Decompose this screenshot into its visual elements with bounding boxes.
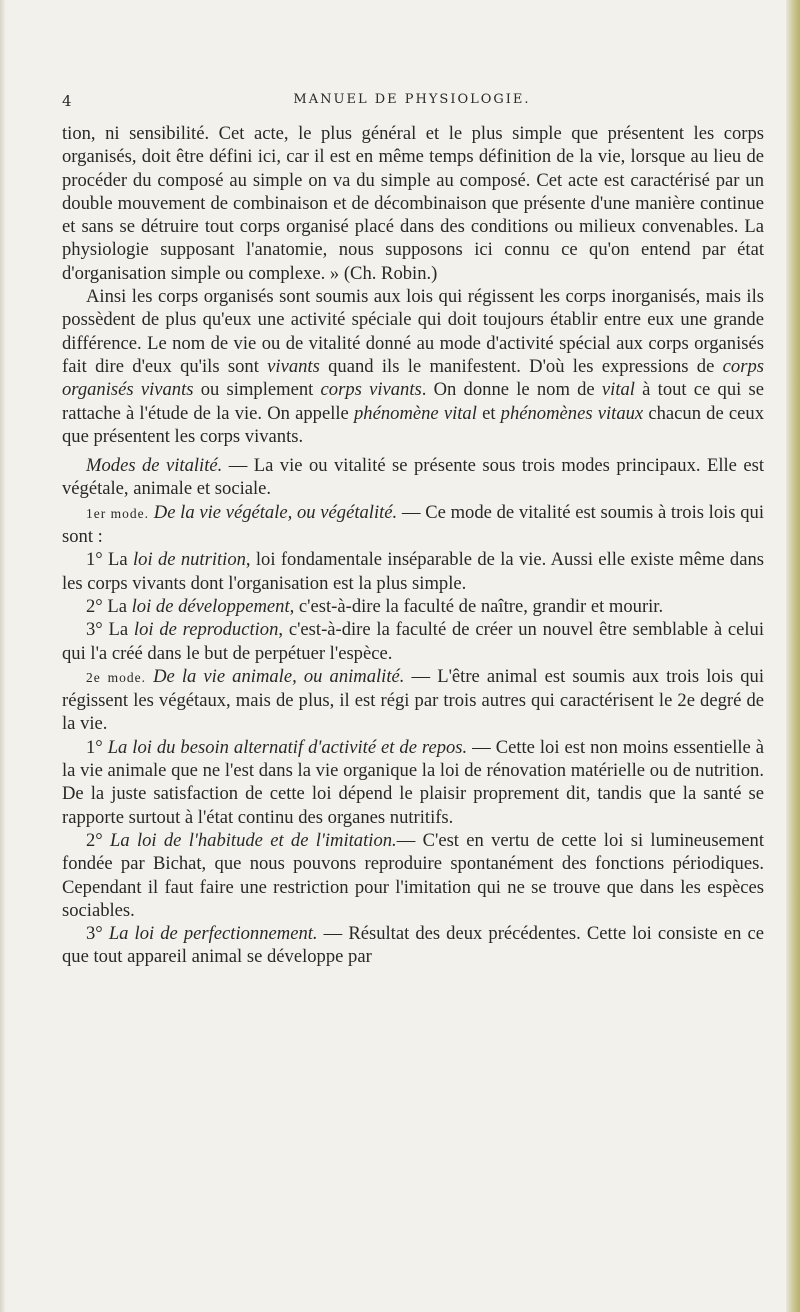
mode-label: 2e mode. (86, 669, 146, 685)
law-number: 3° (86, 923, 109, 945)
text-run: , c'est-à-dire la faculté de naître, grandir et mourir. (289, 595, 664, 617)
italic-term: corps organisés vivants (62, 355, 764, 401)
mode-label: 1er mode. (86, 505, 150, 521)
law-title: La loi de perfectionnement. (108, 923, 318, 945)
law-number: 2° La (86, 595, 132, 617)
text-run: quand ils le manifestent. D'où les expressions de (319, 355, 723, 377)
mode-1-heading (62, 501, 764, 549)
text-run: à tout ce qui se rattache à l'étude de la vie. On appelle (62, 379, 764, 424)
law-title: loi de développement (131, 595, 290, 617)
page-left-shadow (0, 0, 6, 1312)
page-header (62, 92, 762, 112)
law-number: 2° (86, 829, 111, 851)
page-right-edge (786, 0, 800, 1312)
paragraph-vivants (62, 285, 764, 448)
section-modes-de-vitalite (62, 454, 764, 501)
running-head: MANUEL DE PHYSIOLOGIE. (293, 92, 531, 107)
law-perfectionnement (62, 922, 764, 969)
text-run: , loi fondamentale inséparable de la vie. Aussi elle existe même dans les corps vivants dont l'organisation est la plus simple. (62, 549, 765, 594)
law-title: La loi du besoin alternatif d'activité et de repos. (107, 736, 468, 758)
text-run: ou simplement (193, 379, 321, 401)
italic-term: corps vivants (320, 379, 422, 401)
text-run: — Ce mode de vitalité est soumis à trois lois qui sont : (62, 501, 765, 548)
law-number: 1° (86, 736, 108, 758)
law-developpement (62, 595, 764, 618)
text-run: Ainsi les corps organisés sont soumis aux lois qui régissent les corps inorganisés, mais ils possèdent de plus qu'eux une activité spéciale qui doit toujours établir entre eux une grande différence. Le nom de vie ou de vitalité donné au mode d'activité spécial aux corps organisés fait dire d'eux qu'ils sont (62, 286, 764, 377)
italic-term: vital (601, 379, 635, 401)
page-number: 4 (62, 92, 73, 110)
law-title: loi de reproduction (133, 619, 279, 641)
law-number: 3° La (86, 619, 134, 641)
section-title: Modes de vitalité. (86, 455, 223, 477)
mode-2-heading (62, 665, 764, 736)
law-nutrition (62, 548, 764, 595)
mode-title: De la vie animale, ou animalité. (153, 665, 405, 687)
text-run: . On donne le nom de (421, 379, 602, 401)
law-title: loi de nutrition (133, 549, 246, 571)
text-run: — Résultat des deux précédentes. Cette loi consiste en ce que tout appareil animal se développe par (62, 923, 764, 968)
mode-title: De la vie végétale, ou végétalité. (153, 501, 398, 523)
text-run: — L'être animal est soumis aux trois lois qui régissent les végétaux, mais de plus, il est régi par trois autres qui caractérisent le 2e degré de la vie. (62, 665, 764, 735)
body-text (62, 122, 764, 969)
text-run: chacun de ceux que présentent les corps vivants. (62, 402, 764, 447)
text-run: — C'est en vertu de cette loi si lumineusement fondée par Bichat, que nous pouvons reproduire spontanément des fonctions périodiques. Cependant il faut faire une restriction pour l'imitation qui ne se trouve que dans les espèces sociables. (62, 829, 765, 921)
italic-term: phénomènes vitaux (500, 402, 644, 424)
text-run: — La vie ou vitalité se présente sous trois modes principaux. Elle est végétale, animale et sociale. (62, 455, 764, 500)
law-title: La loi de l'habitude et de l'imitation. (110, 829, 397, 851)
text-run: — Cette loi est non moins essentielle à la vie animale que ne l'est dans la vie organique la loi de rénovation matérielle ou de nutrition. De la juste satisfaction de cette loi dépend le plaisir proprement dit, tandis que la santé se rapporte surtout à l'état continu des organes nutritifs. (62, 736, 764, 828)
italic-term: phénomène vital (354, 402, 477, 424)
paragraph-continuation: tion, ni sensibilité. Cet acte, le plus général et le plus simple que présentent les corps organisés, doit être défini ici, car il est en même temps définition de la vie, lorsque au lieu de procéder du composé au simple on va du simple au composé. Cet acte est caractérisé par un double mouvement de combinaison et de décombinaison que présente d'une manière continue et sans se détruire tout corps organisé placé dans des conditions ou milieux convenables. La physiologie supposant l'anatomie, nous supposons ici connu ce qu'on entend par état d'organisation simple ou complexe. » (Ch. Robin.) (62, 123, 764, 284)
text-run: et (476, 402, 501, 424)
law-reproduction (62, 618, 764, 665)
law-habitude-imitation (62, 829, 764, 922)
text-run: , c'est-à-dire la faculté de créer un nouvel être semblable à celui qui l'a créé dans le but de perpétuer l'espèce. (62, 619, 765, 664)
italic-term: vivants (267, 355, 320, 377)
law-number: 1° La (86, 549, 133, 571)
law-besoin-alternatif (62, 736, 764, 829)
